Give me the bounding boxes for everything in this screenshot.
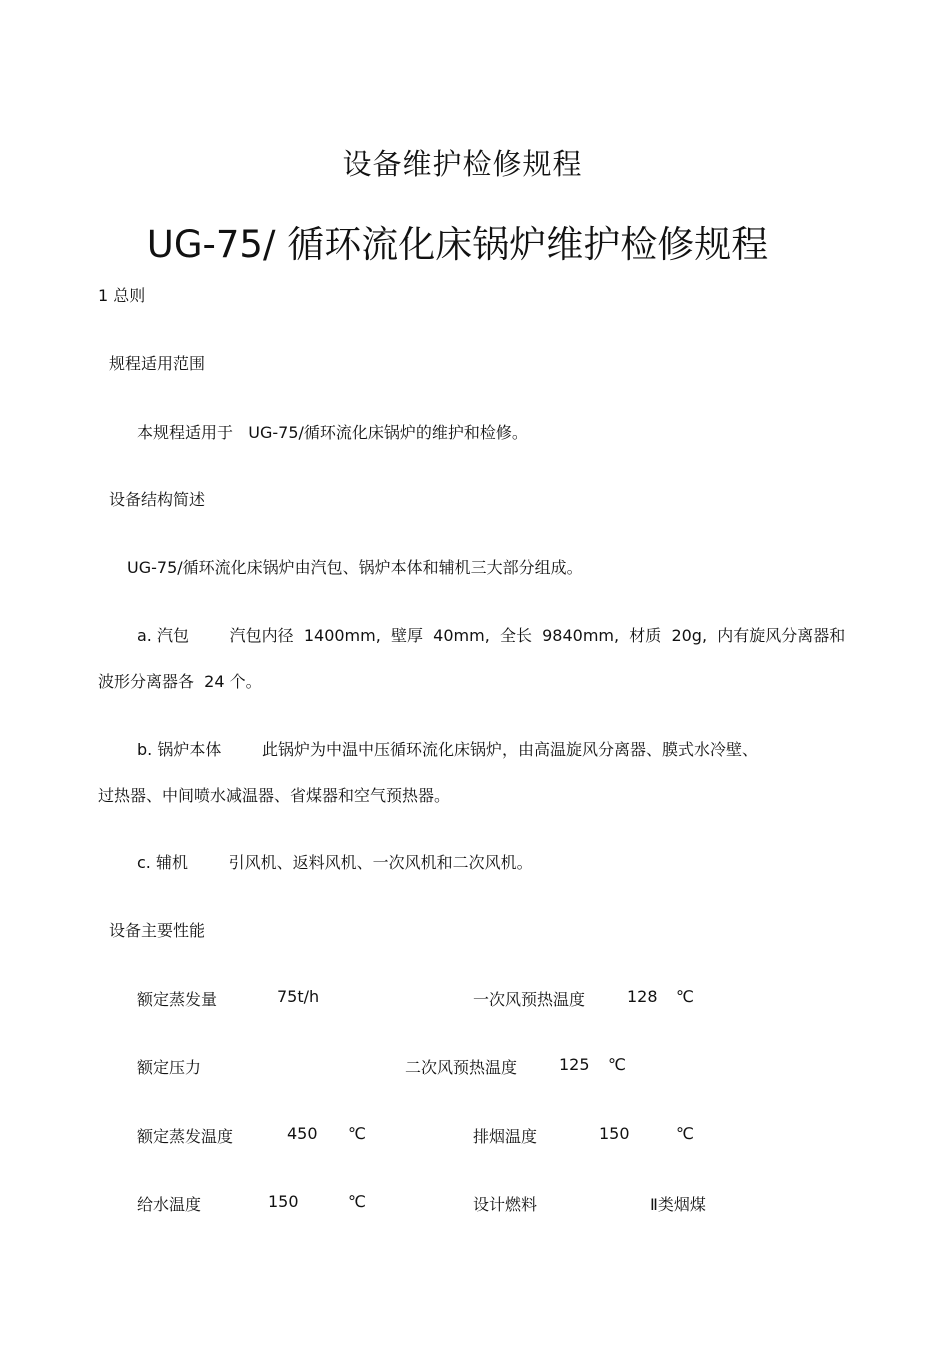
spec-value: Ⅱ类烟煤 — [650, 1195, 706, 1214]
spec-unit: ℃ — [348, 1192, 366, 1211]
spec-label: 设计燃料 — [473, 1195, 538, 1214]
subheading-performance: 设备主要性能 — [109, 921, 206, 940]
paragraph-scope: 本规程适用于 UG-75/循环流化床锅炉的维护和检修。 — [137, 423, 528, 442]
spec-value: 128 — [627, 987, 658, 1006]
spec-label: 额定蒸发量 — [137, 990, 218, 1009]
spec-label: 额定压力 — [137, 1058, 202, 1077]
spec-value: 450 — [287, 1124, 318, 1143]
spec-unit: ℃ — [608, 1055, 626, 1074]
spec-label: 排烟温度 — [473, 1127, 538, 1146]
spec-label: 给水温度 — [137, 1195, 202, 1214]
spec-unit: ℃ — [348, 1124, 366, 1143]
paragraph-structure: UG-75/循环流化床锅炉由汽包、锅炉本体和辅机三大部分组成。 — [127, 558, 583, 577]
item-b-line-1: b. 锅炉本体 此锅炉为中温中压循环流化床锅炉，由高温旋风分离器、膜式水冷壁、 — [137, 740, 759, 759]
spec-value: 125 — [559, 1055, 590, 1074]
page-title: 设备维护检修规程 — [342, 147, 583, 181]
spec-unit: ℃ — [676, 1124, 694, 1143]
item-b-line-2: 过热器、中间喷水减温器、省煤器和空气预热器。 — [98, 786, 451, 805]
item-c: c. 辅机 引风机、返料风机、一次风机和二次风机。 — [137, 853, 533, 872]
spec-label: 二次风预热温度 — [405, 1058, 518, 1077]
subheading-structure: 设备结构简述 — [109, 490, 206, 509]
spec-value: 150 — [268, 1192, 299, 1211]
spec-unit: ℃ — [676, 987, 694, 1006]
subheading-scope: 规程适用范围 — [109, 354, 206, 373]
spec-value: 75t/h — [277, 987, 320, 1006]
document-subtitle: UG-75/ 循环流化床锅炉维护检修规程 — [146, 223, 769, 266]
spec-label: 一次风预热温度 — [473, 990, 586, 1009]
section-heading-general: 1 总则 — [98, 286, 146, 305]
spec-label: 额定蒸发温度 — [137, 1127, 234, 1146]
item-a-line-2: 波形分离器各 24 个。 — [98, 672, 262, 691]
item-a-line-1: a. 汽包 汽包内径 1400mm, 壁厚 40mm, 全长 9840mm, 材质 20g, 内有旋风分离器和 — [137, 626, 846, 645]
spec-value: 150 — [599, 1124, 630, 1143]
